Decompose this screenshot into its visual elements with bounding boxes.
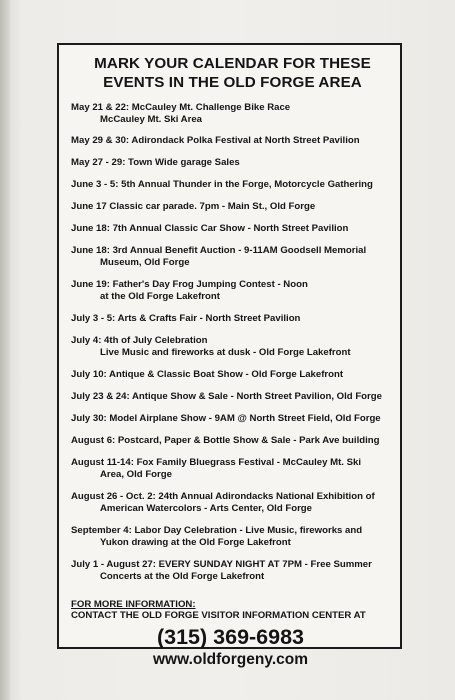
event-item	[71, 135, 390, 147]
event-text: July 3 - 5: Arts & Crafts Fair - North Street Pavilion	[71, 313, 301, 324]
event-item	[71, 435, 390, 447]
event-item	[71, 457, 390, 481]
event-item	[71, 279, 390, 303]
event-item	[71, 335, 390, 359]
more-info-label: FOR MORE INFORMATION:	[71, 599, 196, 610]
event-text-continued: Yukon drawing at the Old Forge Lakefront	[100, 537, 291, 548]
event-text: June 17 Classic car parade. 7pm - Main St., Old Forge	[71, 201, 316, 212]
event-text-continued: Museum, Old Forge	[100, 257, 190, 268]
event-text: August 11-14: Fox Family Bluegrass Festival - McCauley Mt. Ski	[71, 457, 362, 468]
event-item	[71, 559, 390, 583]
event-item	[71, 157, 390, 169]
event-item	[71, 391, 390, 403]
event-text: June 18: 3rd Annual Benefit Auction - 9-11AM Goodsell Memorial	[71, 245, 367, 256]
event-text: May 29 & 30: Adirondack Polka Festival at North Street Pavilion	[71, 135, 360, 146]
event-item	[71, 201, 390, 213]
event-text: July 10: Antique & Classic Boat Show - Old Forge Lakefront	[71, 369, 344, 380]
page-fold-shadow	[0, 0, 10, 700]
more-information-section	[71, 599, 390, 669]
event-text: September 4: Labor Day Celebration - Live Music, fireworks and	[71, 525, 363, 536]
event-item	[71, 102, 390, 126]
event-text: June 3 - 5: 5th Annual Thunder in the Forge, Motorcycle Gathering	[71, 179, 373, 190]
event-item	[71, 491, 390, 515]
event-text-continued: McCauley Mt. Ski Area	[100, 114, 203, 125]
event-item	[71, 223, 390, 235]
event-text: August 6: Postcard, Paper & Bottle Show & Sale - Park Ave building	[71, 435, 380, 446]
event-text: August 26 - Oct. 2: 24th Annual Adirondacks National Exhibition of	[71, 491, 375, 502]
event-text: May 27 - 29: Town Wide garage Sales	[71, 157, 240, 168]
event-text: June 19: Father's Day Frog Jumping Contest - Noon	[71, 279, 308, 290]
events-calendar-box	[57, 43, 402, 668]
phone-number: (315) 369-6983	[156, 625, 305, 649]
event-text: July 1 - August 27: EVERY SUNDAY NIGHT AT 7PM - Free Summer	[71, 559, 372, 570]
visitor-center-contact: CONTACT THE OLD FORGE VISITOR INFORMATION CENTER AT	[71, 610, 366, 621]
calendar-heading	[71, 54, 390, 92]
event-text: July 23 & 24: Antique Show & Sale - North Street Pavilion, Old Forge	[71, 391, 382, 402]
event-item	[71, 413, 390, 425]
event-text: May 21 & 22: McCauley Mt. Challenge Bike Race	[71, 102, 291, 113]
heading-line-1: MARK YOUR CALENDAR FOR THESE	[94, 55, 371, 72]
event-text-continued: Live Music and fireworks at dusk - Old Forge Lakefront	[100, 347, 351, 358]
event-list	[71, 102, 390, 583]
event-text-continued: Area, Old Forge	[100, 469, 172, 480]
event-text: July 4: 4th of July Celebration	[71, 335, 208, 346]
website-url: www.oldforgeny.com	[152, 651, 308, 668]
event-item	[71, 369, 390, 381]
event-text-continued: Concerts at the Old Forge Lakefront	[100, 571, 265, 582]
event-item	[71, 525, 390, 549]
event-text: June 18: 7th Annual Classic Car Show - North Street Pavilion	[71, 223, 349, 234]
event-item	[71, 313, 390, 325]
event-text: July 30: Model Airplane Show - 9AM @ North Street Field, Old Forge	[71, 413, 381, 424]
event-text-continued: American Watercolors - Arts Center, Old Forge	[100, 503, 312, 514]
event-item	[71, 179, 390, 191]
heading-line-2: EVENTS IN THE OLD FORGE AREA	[103, 74, 362, 91]
event-text-continued: at the Old Forge Lakefront	[100, 291, 220, 302]
event-item	[71, 245, 390, 269]
